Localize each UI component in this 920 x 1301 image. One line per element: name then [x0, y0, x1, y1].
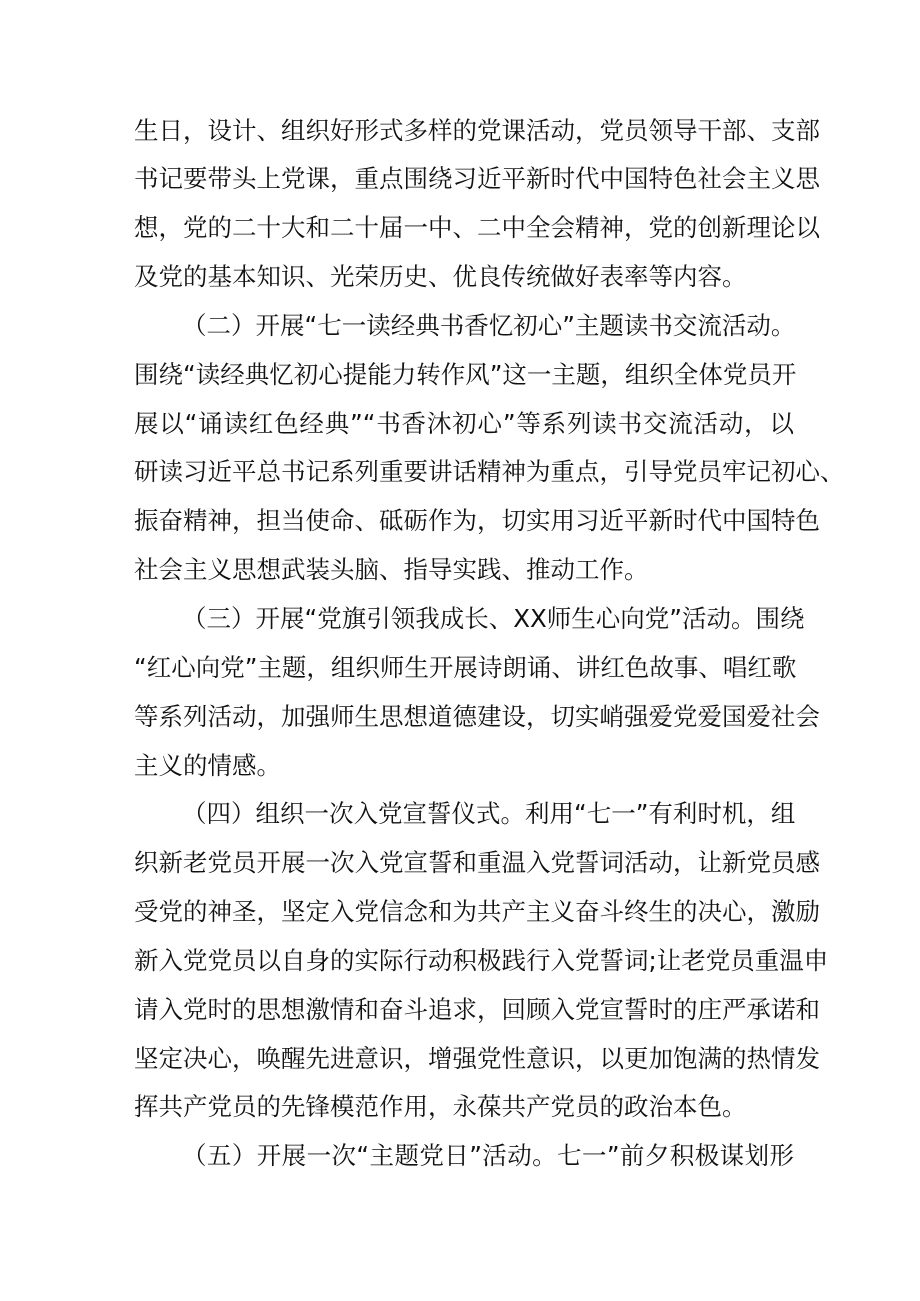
text-line: 织新老党员开展一次入党宣誓和重温入党誓词活动，让新党员感	[134, 848, 820, 877]
text-line: 主义的情感。	[134, 751, 281, 780]
text-line: 围绕“读经典忆初心提能力转作风”这一主题，组织全体党员开	[134, 360, 797, 389]
paragraph-heading-2: （二）开展“七一读经典书香忆初心”主题读书交流活动。	[182, 311, 796, 340]
text-line: 社会主义思想武装头脑、指导实践、推动工作。	[134, 555, 649, 584]
text-line: 等系列活动，加强师生思想道德建设，切实峭强爱党爱国爱社会	[134, 702, 820, 731]
paragraph-heading-5: （五）开展一次“主题党日”活动。七一”前夕积极谋划形	[182, 1141, 794, 1170]
text-line: 请入党时的思想激情和奋斗追求，回顾入党宣誓时的庄严承诺和	[134, 995, 820, 1024]
text-line: “红心向党”主题，组织师生开展诗朗诵、讲红色故事、唱红歌	[134, 653, 797, 682]
text-line: 坚定决心，唤醒先进意识，增强党性意识，以更加饱满的热情发	[134, 1044, 820, 1073]
text-line: 生日，设计、组织好形式多样的党课活动，党员领导干部、支部	[134, 116, 820, 145]
text-line: 受党的神圣，坚定入党信念和为共产主义奋斗终生的决心，激励	[134, 897, 820, 926]
text-line: 书记要带头上党课，重点围绕习近平新时代中国特色社会主义思	[134, 164, 820, 193]
text-line: 振奋精神，担当使命、砥砺作为，切实用习近平新时代中国特色	[134, 506, 820, 535]
paragraph-heading-3: （三）开展“党旗引领我成长、XX师生心向党”活动。围绕	[182, 604, 805, 633]
text-line: 研读习近平总书记系列重要讲话精神为重点，引导党员牢记初心、	[134, 457, 845, 486]
text-line: 想，党的二十大和二十届一中、二中全会精神，党的创新理论以	[134, 213, 820, 242]
text-line: 新入党党员以自身的实际行动积极践行入党誓词;让老党员重温申	[134, 946, 829, 975]
text-line: 及党的基本知识、光荣历史、优良传统做好表率等内容。	[134, 262, 747, 291]
text-line: 挥共产党员的先锋模范作用，永葆共产党员的政治本色。	[134, 1092, 747, 1121]
paragraph-heading-4: （四）组织一次入党宣誓仪式。利用“七一”有利时机，组	[182, 799, 796, 828]
text-line: 展以“诵读红色经典”“书香沐初心”等系列读书交流活动，以	[134, 409, 794, 438]
